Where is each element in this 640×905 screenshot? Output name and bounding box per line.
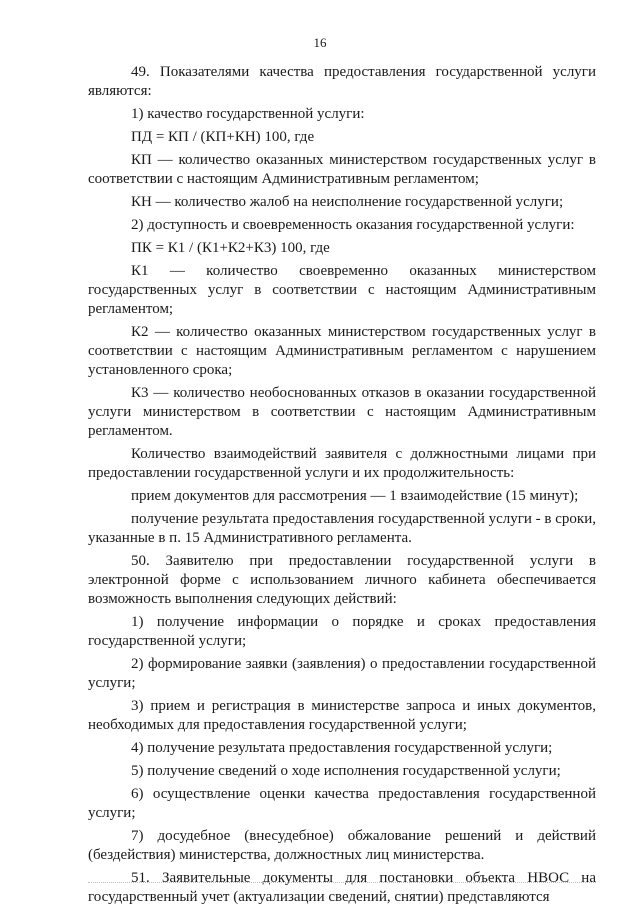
- definition-kp: КП — количество оказанных министерством государственных услуг в соответствии с настоящим Административным регламентом;: [88, 152, 596, 187]
- action-item-5: 5) получение сведений о ходе исполнения государственной услуги;: [131, 763, 561, 779]
- interaction-item-result: получение результата предоставления государственной услуги - в сроки, указанные в п. 15 Административного регламента.: [88, 511, 596, 546]
- list-item-quality: 1) качество государственной услуги:: [131, 106, 365, 122]
- definition-kn: КН — количество жалоб на неисполнение государственной услуги;: [131, 194, 564, 210]
- paragraph-50: 50. Заявителю при предоставлении государственной услуги в электронной форме с использованием личного кабинета обеспечивается возможность выполнения следующих действий:: [88, 553, 596, 607]
- document-body: [88, 63, 596, 905]
- action-item-6: 6) осуществление оценки качества предоставления государственной услуги;: [88, 786, 596, 821]
- interactions-paragraph: Количество взаимодействий заявителя с должностными лицами при предоставлении государственной услуги и их продолжительность:: [88, 446, 596, 481]
- list-item-availability: 2) доступность и своевременность оказания государственной услуги:: [131, 217, 575, 233]
- formula-pd: ПД = КП / (КП+КН) 100, где: [131, 129, 315, 145]
- action-item-3: 3) прием и регистрация в министерстве запроса и иных документов, необходимых для предоставления государственной услуги;: [88, 698, 596, 733]
- interaction-item-documents: прием документов для рассмотрения — 1 взаимодействие (15 минут);: [131, 488, 579, 504]
- action-item-4: 4) получение результата предоставления государственной услуги;: [131, 740, 553, 756]
- scan-artifact-line: [88, 882, 596, 885]
- definition-k3: К3 — количество необоснованных отказов в оказании государственной услуги министерством в соответствии с настоящим Административным регламентом.: [88, 385, 596, 439]
- formula-pk: ПК = К1 / (К1+К2+К3) 100, где: [131, 240, 330, 256]
- action-item-7: 7) досудебное (внесудебное) обжалование решений и действий (бездействия) министерства, должностных лиц министерства.: [88, 828, 596, 863]
- action-item-2: 2) формирование заявки (заявления) о предоставлении государственной услуги;: [88, 656, 596, 691]
- action-item-1: 1) получение информации о порядке и сроках предоставления государственной услуги;: [88, 614, 596, 649]
- definition-k1: К1 — количество своевременно оказанных министерством государственных услуг в соответствии с настоящим Административным регламентом;: [88, 263, 596, 317]
- paragraph-51: 51. Заявительные документы для постановки объекта НВОС на государственный учет (актуализации сведений, снятии) представляются: [88, 870, 596, 905]
- paragraph-49: 49. Показателями качества предоставления государственной услуги являются:: [88, 64, 596, 99]
- page-number: 16: [313, 35, 327, 50]
- definition-k2: К2 — количество оказанных министерством государственных услуг в соответствии с настоящим Административным регламентом с нарушением установленного срока;: [88, 324, 596, 378]
